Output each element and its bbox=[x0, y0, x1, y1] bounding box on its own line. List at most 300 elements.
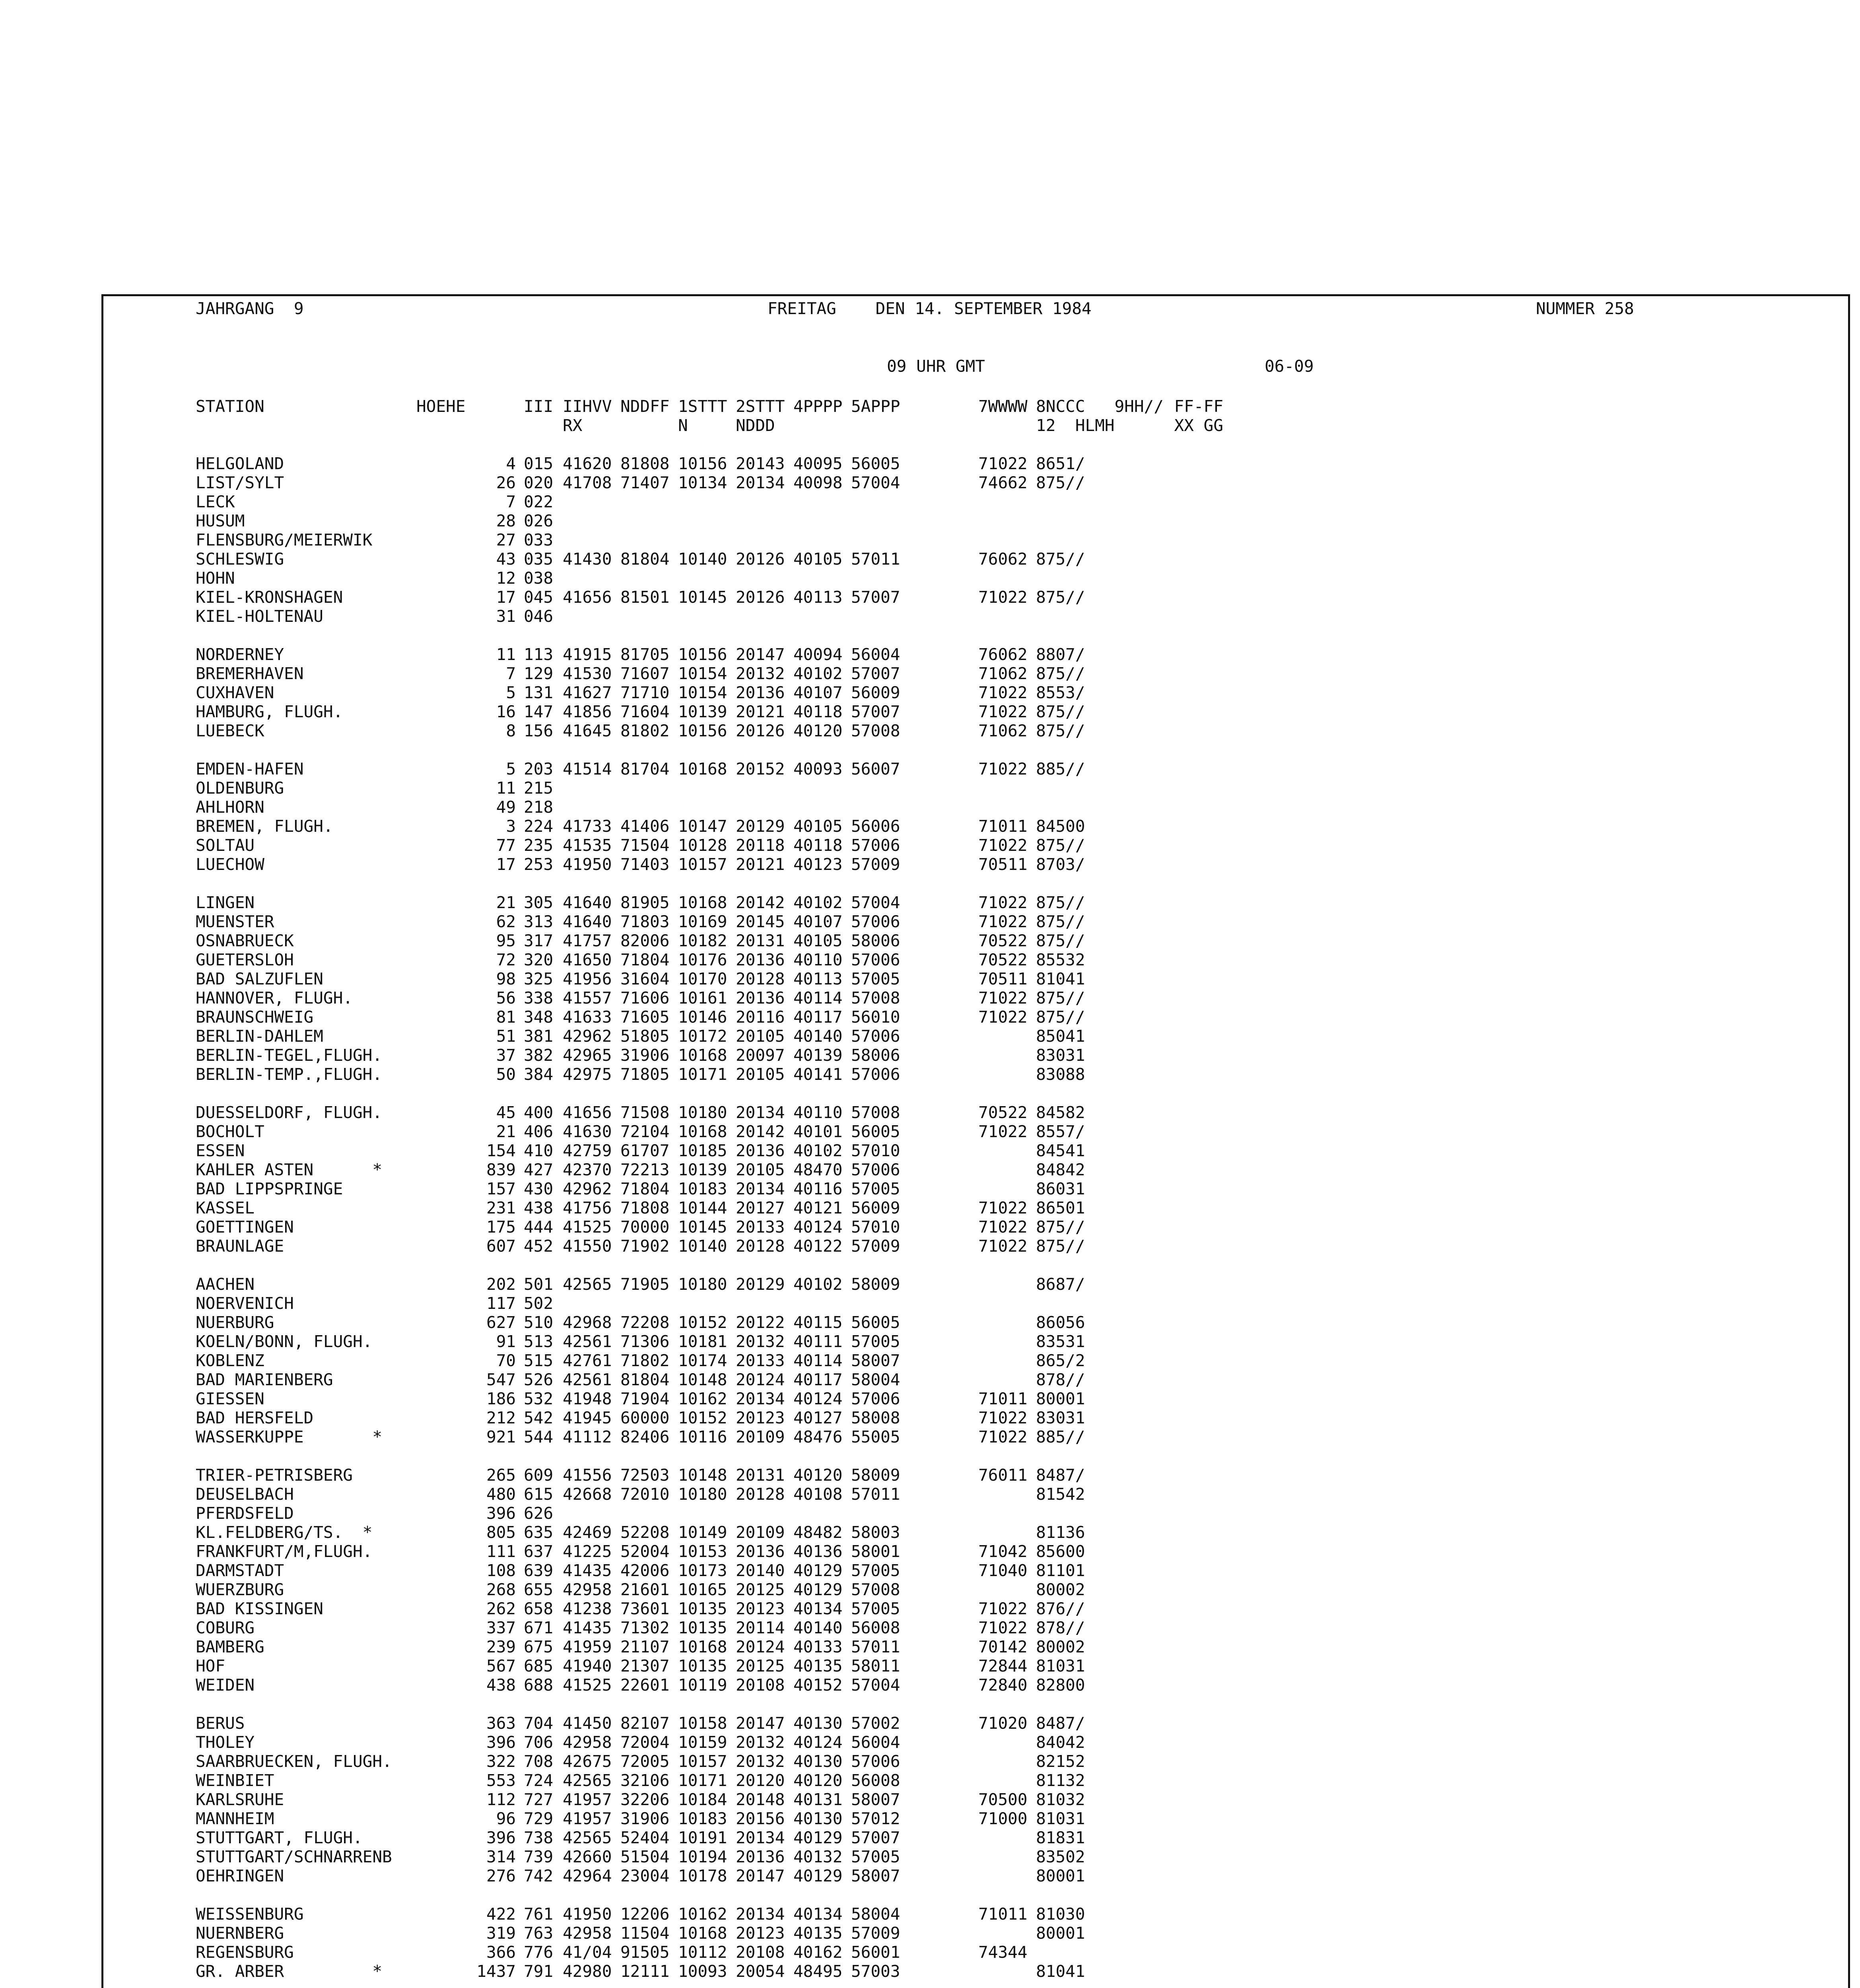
cell-g: 70511 bbox=[978, 855, 1028, 874]
cell-station: NUERBURG bbox=[196, 1313, 274, 1332]
cell-x bbox=[1174, 1504, 1238, 1523]
cell-empty bbox=[1114, 1198, 1174, 1217]
cell-hoehe: 17 bbox=[496, 588, 516, 607]
cell-iii: 253 bbox=[524, 855, 554, 874]
cell-f: 57007 bbox=[851, 1828, 900, 1847]
cell-c: 10174 bbox=[678, 1351, 727, 1370]
cell-h: 875// bbox=[1036, 721, 1085, 740]
table-row bbox=[196, 950, 1238, 969]
cell-b: 71605 bbox=[620, 1008, 670, 1027]
cell-b bbox=[620, 492, 678, 511]
cell-h: 80001 bbox=[1036, 1924, 1085, 1943]
cell-station: BREMEN, FLUGH. bbox=[196, 817, 333, 836]
cell-b: 71805 bbox=[620, 1065, 670, 1084]
cell-iii: 637 bbox=[524, 1542, 554, 1561]
cell-station: GUETERSLOH bbox=[196, 950, 294, 969]
cell-iii: 544 bbox=[524, 1427, 554, 1446]
cell-g: 70511 bbox=[978, 969, 1028, 988]
cell-c: 10147 bbox=[678, 817, 727, 836]
cell-d: 20132 bbox=[736, 1733, 785, 1752]
cell-f: 57006 bbox=[851, 1752, 900, 1771]
cell-a: 42964 bbox=[563, 1866, 612, 1885]
cell-x bbox=[1174, 1847, 1238, 1866]
cell-empty bbox=[1114, 1962, 1174, 1981]
cell-iii: 738 bbox=[524, 1828, 554, 1847]
table-row bbox=[196, 721, 1238, 740]
cell-a: 41957 bbox=[563, 1809, 612, 1828]
cell-empty bbox=[1114, 1389, 1174, 1408]
cell-spacer bbox=[416, 912, 460, 931]
cell-e: 40105 bbox=[793, 931, 843, 950]
cell-d: 20134 bbox=[736, 1905, 785, 1924]
cell-e: 40120 bbox=[793, 721, 843, 740]
cell-x bbox=[1174, 1427, 1238, 1446]
cell-g bbox=[978, 1924, 1036, 1943]
cell-f: 57005 bbox=[851, 969, 900, 988]
cell-iii: 501 bbox=[524, 1275, 554, 1294]
cell-f: 57006 bbox=[851, 912, 900, 931]
cell-e: 40134 bbox=[793, 1905, 843, 1924]
cell-empty bbox=[1114, 817, 1174, 836]
cell-iii: 615 bbox=[524, 1485, 554, 1504]
cell-d: 20133 bbox=[736, 1217, 785, 1237]
table-row bbox=[196, 645, 1238, 664]
cell-a: 41940 bbox=[563, 1656, 612, 1675]
cell-hoehe: 322 bbox=[486, 1752, 516, 1771]
cell-e: 40118 bbox=[793, 702, 843, 721]
cell-h: 84842 bbox=[1036, 1160, 1085, 1179]
cell-e: 48495 bbox=[793, 1962, 843, 1981]
cell-b: 81705 bbox=[620, 645, 670, 664]
cell-e: 40095 bbox=[793, 454, 843, 473]
table-row bbox=[196, 1103, 1238, 1122]
cell-d: 20108 bbox=[736, 1675, 785, 1695]
cell-d: 20147 bbox=[736, 1866, 785, 1885]
cell-g bbox=[978, 607, 1036, 626]
cell-e: 40113 bbox=[793, 969, 843, 988]
cell-spacer bbox=[416, 1332, 460, 1351]
cell-station: WEISSENBURG bbox=[196, 1905, 304, 1924]
cell-h: 81041 bbox=[1036, 969, 1085, 988]
cell-spacer bbox=[416, 1046, 460, 1065]
cell-c bbox=[678, 1294, 736, 1313]
cell-a: 41957 bbox=[563, 1790, 612, 1809]
cell-d: 20145 bbox=[736, 912, 785, 931]
cell-g: 71022 bbox=[978, 912, 1028, 931]
cell-hoehe: 17 bbox=[496, 855, 516, 874]
cell-station: WEINBIET bbox=[196, 1771, 274, 1790]
cell-b: 71710 bbox=[620, 683, 670, 702]
table-row bbox=[196, 1542, 1238, 1561]
cell-station: TRIER-PETRISBERG bbox=[196, 1466, 353, 1485]
cell-c bbox=[678, 607, 736, 626]
cell-x bbox=[1174, 1656, 1238, 1675]
cell-a bbox=[563, 1504, 620, 1523]
cell-spacer bbox=[416, 645, 460, 664]
cell-a: 41948 bbox=[563, 1389, 612, 1408]
cell-e: 40122 bbox=[793, 1237, 843, 1256]
cell-e: 40102 bbox=[793, 1275, 843, 1294]
cell-c: 10169 bbox=[678, 912, 727, 931]
cell-g bbox=[978, 1504, 1036, 1523]
cell-d: 20123 bbox=[736, 1924, 785, 1943]
cell-b: 81802 bbox=[620, 721, 670, 740]
cell-e: 40105 bbox=[793, 817, 843, 836]
cell-iii: 317 bbox=[524, 931, 554, 950]
cell-g: 71011 bbox=[978, 817, 1028, 836]
cell-hoehe: 16 bbox=[496, 702, 516, 721]
cell-d: 20140 bbox=[736, 1561, 785, 1580]
cell-x bbox=[1174, 1313, 1238, 1332]
cell-a: 41435 bbox=[563, 1561, 612, 1580]
cell-d: 20123 bbox=[736, 1408, 785, 1427]
cell-d bbox=[736, 569, 793, 588]
cell-b: 81501 bbox=[620, 588, 670, 607]
cell-a bbox=[563, 779, 620, 798]
cell-x bbox=[1174, 511, 1238, 530]
cell-station: SAARBRUECKEN, FLUGH. bbox=[196, 1752, 392, 1771]
cell-h bbox=[1036, 1294, 1114, 1313]
cell-e: 40105 bbox=[793, 549, 843, 569]
cell-station: LIST/SYLT bbox=[196, 473, 284, 492]
cell-spacer bbox=[416, 1351, 460, 1370]
cell-b: 82006 bbox=[620, 931, 670, 950]
cell-station: MUENSTER bbox=[196, 912, 274, 931]
cell-hoehe: 43 bbox=[496, 549, 516, 569]
cell-spacer bbox=[416, 1905, 460, 1924]
cell-station: BAD KISSINGEN bbox=[196, 1599, 323, 1618]
cell-h: 81031 bbox=[1036, 1656, 1085, 1675]
cell-x bbox=[1174, 1198, 1238, 1217]
cell-d: 20136 bbox=[736, 1847, 785, 1866]
sub-hlmh: 12 HLMH bbox=[1036, 416, 1115, 435]
cell-h: 8807/ bbox=[1036, 645, 1085, 664]
table-row bbox=[196, 759, 1238, 779]
cell-e: 40120 bbox=[793, 1466, 843, 1485]
cell-x bbox=[1174, 549, 1238, 569]
cell-g: 71022 bbox=[978, 1237, 1028, 1256]
cell-h: 83502 bbox=[1036, 1847, 1085, 1866]
sub-4pppp bbox=[793, 416, 851, 435]
cell-station: BERUS bbox=[196, 1714, 245, 1733]
cell-g bbox=[978, 1485, 1036, 1504]
cell-iii: 761 bbox=[524, 1905, 554, 1924]
cell-a: 41525 bbox=[563, 1217, 612, 1237]
cell-g: 71062 bbox=[978, 664, 1028, 683]
cell-station: KIEL-KRONSHAGEN bbox=[196, 588, 343, 607]
cell-spacer bbox=[416, 721, 460, 740]
cell-spacer bbox=[416, 1962, 460, 1981]
cell-spacer bbox=[416, 1943, 460, 1962]
cell-x bbox=[1174, 1027, 1238, 1046]
col-9hh: 9HH// bbox=[1114, 397, 1164, 416]
cell-station: BOCHOLT bbox=[196, 1122, 264, 1141]
cell-spacer bbox=[416, 1122, 460, 1141]
cell-a: 42675 bbox=[563, 1752, 612, 1771]
cell-h: 875// bbox=[1036, 912, 1085, 931]
cell-c: 10156 bbox=[678, 721, 727, 740]
cell-h bbox=[1036, 779, 1114, 798]
cell-hoehe: 77 bbox=[496, 836, 516, 855]
cell-d: 20142 bbox=[736, 893, 785, 912]
cell-f: 56001 bbox=[851, 1943, 900, 1962]
cell-iii: 156 bbox=[524, 721, 554, 740]
cell-x bbox=[1174, 1828, 1238, 1847]
cell-x bbox=[1174, 530, 1238, 549]
cell-a: 41950 bbox=[563, 1905, 612, 1924]
cell-station: DEUSELBACH bbox=[196, 1485, 294, 1504]
cell-a: 41757 bbox=[563, 931, 612, 950]
cell-g bbox=[978, 798, 1036, 817]
cell-a: 42975 bbox=[563, 1065, 612, 1084]
cell-a: 42561 bbox=[563, 1332, 612, 1351]
cell-h: 86031 bbox=[1036, 1179, 1085, 1198]
cell-empty bbox=[1114, 1103, 1174, 1122]
cell-f bbox=[851, 1504, 978, 1523]
cell-iii: 325 bbox=[524, 969, 554, 988]
cell-e: 40130 bbox=[793, 1809, 843, 1828]
cell-b: 71802 bbox=[620, 1351, 670, 1370]
cell-hoehe: 56 bbox=[496, 988, 516, 1008]
cell-b bbox=[620, 530, 678, 549]
cell-c: 10152 bbox=[678, 1313, 727, 1332]
cell-b: 81804 bbox=[620, 1370, 670, 1389]
cell-c: 10165 bbox=[678, 1580, 727, 1599]
table-row bbox=[196, 1217, 1238, 1237]
cell-hoehe: 50 bbox=[496, 1065, 516, 1084]
table-row bbox=[196, 683, 1238, 702]
cell-station: LINGEN bbox=[196, 893, 255, 912]
cell-h: 8703/ bbox=[1036, 855, 1085, 874]
cell-iii: 685 bbox=[524, 1656, 554, 1675]
cell-empty bbox=[1114, 1046, 1174, 1065]
cell-x bbox=[1174, 1351, 1238, 1370]
table-row bbox=[196, 798, 1238, 817]
cell-spacer bbox=[416, 1599, 460, 1618]
cell-d: 20147 bbox=[736, 1714, 785, 1733]
cell-a bbox=[563, 798, 620, 817]
cell-station: REGENSBURG bbox=[196, 1943, 294, 1962]
table-row bbox=[196, 1408, 1238, 1427]
sub-hoehe bbox=[416, 416, 524, 435]
cell-g bbox=[978, 1027, 1036, 1046]
cell-iii: 147 bbox=[524, 702, 554, 721]
cell-spacer bbox=[416, 1027, 460, 1046]
cell-hoehe: 81 bbox=[496, 1008, 516, 1027]
cell-f: 57009 bbox=[851, 1237, 900, 1256]
cell-a: 42660 bbox=[563, 1847, 612, 1866]
cell-c: 10144 bbox=[678, 1198, 727, 1217]
cell-iii: 776 bbox=[524, 1943, 554, 1962]
cell-g bbox=[978, 530, 1036, 549]
cell-e: 40127 bbox=[793, 1408, 843, 1427]
cell-b: 21307 bbox=[620, 1656, 670, 1675]
cell-spacer bbox=[416, 817, 460, 836]
cell-x bbox=[1174, 1008, 1238, 1027]
cell-empty bbox=[1114, 1828, 1174, 1847]
cell-x bbox=[1174, 969, 1238, 988]
cell-iii: 724 bbox=[524, 1771, 554, 1790]
cell-hoehe: 98 bbox=[496, 969, 516, 988]
cell-b: 71606 bbox=[620, 988, 670, 1008]
cell-g: 71022 bbox=[978, 1599, 1028, 1618]
table-row bbox=[196, 569, 1238, 588]
group-gap bbox=[196, 1885, 1238, 1905]
cell-hoehe: 396 bbox=[486, 1733, 516, 1752]
cell-c: 10145 bbox=[678, 1217, 727, 1237]
cell-hoehe: 480 bbox=[486, 1485, 516, 1504]
cell-g: 71022 bbox=[978, 759, 1028, 779]
cell-d: 20147 bbox=[736, 645, 785, 664]
cell-f bbox=[851, 1294, 978, 1313]
cell-spacer bbox=[416, 1275, 460, 1294]
cell-x bbox=[1174, 1924, 1238, 1943]
cell-a: 41945 bbox=[563, 1408, 612, 1427]
cell-f: 57008 bbox=[851, 1103, 900, 1122]
table-row bbox=[196, 1294, 1238, 1313]
cell-c: 10158 bbox=[678, 1714, 727, 1733]
cell-c: 10145 bbox=[678, 588, 727, 607]
cell-b: 71803 bbox=[620, 912, 670, 931]
cell-hoehe: 921 bbox=[486, 1427, 516, 1446]
cell-empty bbox=[1114, 1714, 1174, 1733]
cell-c: 10116 bbox=[678, 1427, 727, 1446]
cell-station: NORDERNEY bbox=[196, 645, 284, 664]
cell-a: 41950 bbox=[563, 855, 612, 874]
table-row bbox=[196, 1733, 1238, 1752]
cell-iii: 742 bbox=[524, 1866, 554, 1885]
cell-hoehe: 366 bbox=[486, 1943, 516, 1962]
cell-empty bbox=[1114, 1809, 1174, 1828]
cell-empty bbox=[1114, 569, 1174, 588]
cell-hoehe: 839 bbox=[486, 1160, 516, 1179]
cell-f: 57008 bbox=[851, 1580, 900, 1599]
cell-d bbox=[736, 1504, 793, 1523]
cell-iii: 338 bbox=[524, 988, 554, 1008]
table-row bbox=[196, 1466, 1238, 1485]
table-row bbox=[196, 1065, 1238, 1084]
cell-a: 41627 bbox=[563, 683, 612, 702]
cell-e: 40129 bbox=[793, 1866, 843, 1885]
cell-hoehe: 21 bbox=[496, 1122, 516, 1141]
cell-c: 10159 bbox=[678, 1733, 727, 1752]
cell-station: STUTTGART, FLUGH. bbox=[196, 1828, 363, 1847]
cell-empty bbox=[1114, 530, 1174, 549]
cell-e: 48470 bbox=[793, 1160, 843, 1179]
cell-hoehe: 28 bbox=[496, 511, 516, 530]
cell-empty bbox=[1114, 1561, 1174, 1580]
cell-hoehe: 547 bbox=[486, 1370, 516, 1389]
cell-x bbox=[1174, 1561, 1238, 1580]
cell-empty bbox=[1114, 1943, 1174, 1962]
table-row bbox=[196, 664, 1238, 683]
cell-empty bbox=[1114, 988, 1174, 1008]
cell-station: BRAUNLAGE bbox=[196, 1237, 284, 1256]
cell-g bbox=[978, 1962, 1036, 1981]
cell-c: 10168 bbox=[678, 1924, 727, 1943]
cell-c: 10181 bbox=[678, 1332, 727, 1351]
cell-empty bbox=[1114, 1675, 1174, 1695]
cell-g: 71022 bbox=[978, 454, 1028, 473]
cell-f: 58006 bbox=[851, 1046, 900, 1065]
cell-d: 20136 bbox=[736, 1141, 785, 1160]
cell-spacer bbox=[416, 569, 460, 588]
cell-hoehe: 51 bbox=[496, 1027, 516, 1046]
cell-h: 83031 bbox=[1036, 1046, 1085, 1065]
cell-h: 82152 bbox=[1036, 1752, 1085, 1771]
cell-g: 71011 bbox=[978, 1905, 1028, 1924]
cell-h bbox=[1036, 1504, 1114, 1523]
cell-b: 71804 bbox=[620, 1179, 670, 1198]
cell-e: 40124 bbox=[793, 1217, 843, 1237]
cell-hoehe: 37 bbox=[496, 1046, 516, 1065]
cell-d: 20054 bbox=[736, 1962, 785, 1981]
cell-e bbox=[793, 530, 851, 549]
cell-f: 57007 bbox=[851, 702, 900, 721]
cell-e: 40114 bbox=[793, 1351, 843, 1370]
cell-g: 71022 bbox=[978, 836, 1028, 855]
cell-hoehe: 4 bbox=[506, 454, 516, 473]
cell-hoehe: 202 bbox=[486, 1275, 516, 1294]
cell-station: BAMBERG bbox=[196, 1637, 264, 1656]
cell-h: 84582 bbox=[1036, 1103, 1085, 1122]
cell-b: 72503 bbox=[620, 1466, 670, 1485]
cell-spacer bbox=[416, 588, 460, 607]
cell-spacer bbox=[416, 931, 460, 950]
cell-empty bbox=[1114, 1332, 1174, 1351]
cell-f: 57006 bbox=[851, 1065, 900, 1084]
cell-station: OLDENBURG bbox=[196, 779, 284, 798]
col-station: STATION bbox=[196, 397, 264, 416]
cell-d: 20124 bbox=[736, 1637, 785, 1656]
cell-g: 72844 bbox=[978, 1656, 1028, 1675]
cell-b: 71407 bbox=[620, 473, 670, 492]
cell-iii: 444 bbox=[524, 1217, 554, 1237]
cell-spacer bbox=[416, 549, 460, 569]
cell-spacer bbox=[416, 1637, 460, 1656]
cell-a: 42965 bbox=[563, 1046, 612, 1065]
cell-d: 20105 bbox=[736, 1160, 785, 1179]
cell-x bbox=[1174, 1237, 1238, 1256]
table-row bbox=[196, 1008, 1238, 1027]
cell-b: 81808 bbox=[620, 454, 670, 473]
cell-b: 51805 bbox=[620, 1027, 670, 1046]
cell-c: 10139 bbox=[678, 1160, 727, 1179]
cell-f: 58007 bbox=[851, 1866, 900, 1885]
cell-h: 83531 bbox=[1036, 1332, 1085, 1351]
cell-station: KIEL-HOLTENAU bbox=[196, 607, 323, 626]
cell-a: 41633 bbox=[563, 1008, 612, 1027]
cell-a: 41959 bbox=[563, 1637, 612, 1656]
cell-e: 40136 bbox=[793, 1542, 843, 1561]
cell-empty bbox=[1114, 1313, 1174, 1332]
col-7wwww: 7WWWW bbox=[978, 397, 1028, 416]
cell-f: 58003 bbox=[851, 1523, 900, 1542]
cell-empty bbox=[1114, 1866, 1174, 1885]
cell-h: 8557/ bbox=[1036, 1122, 1085, 1141]
cell-f: 56008 bbox=[851, 1618, 900, 1637]
cell-h: 80001 bbox=[1036, 1866, 1085, 1885]
cell-a bbox=[563, 1294, 620, 1313]
cell-b: 71804 bbox=[620, 950, 670, 969]
cell-g: 72840 bbox=[978, 1675, 1028, 1695]
cell-g bbox=[978, 1160, 1036, 1179]
cell-f: 58011 bbox=[851, 1656, 900, 1675]
cell-b: 31906 bbox=[620, 1046, 670, 1065]
cell-h: 875// bbox=[1036, 549, 1085, 569]
cell-hoehe: 627 bbox=[486, 1313, 516, 1332]
table-row bbox=[196, 1943, 1238, 1962]
